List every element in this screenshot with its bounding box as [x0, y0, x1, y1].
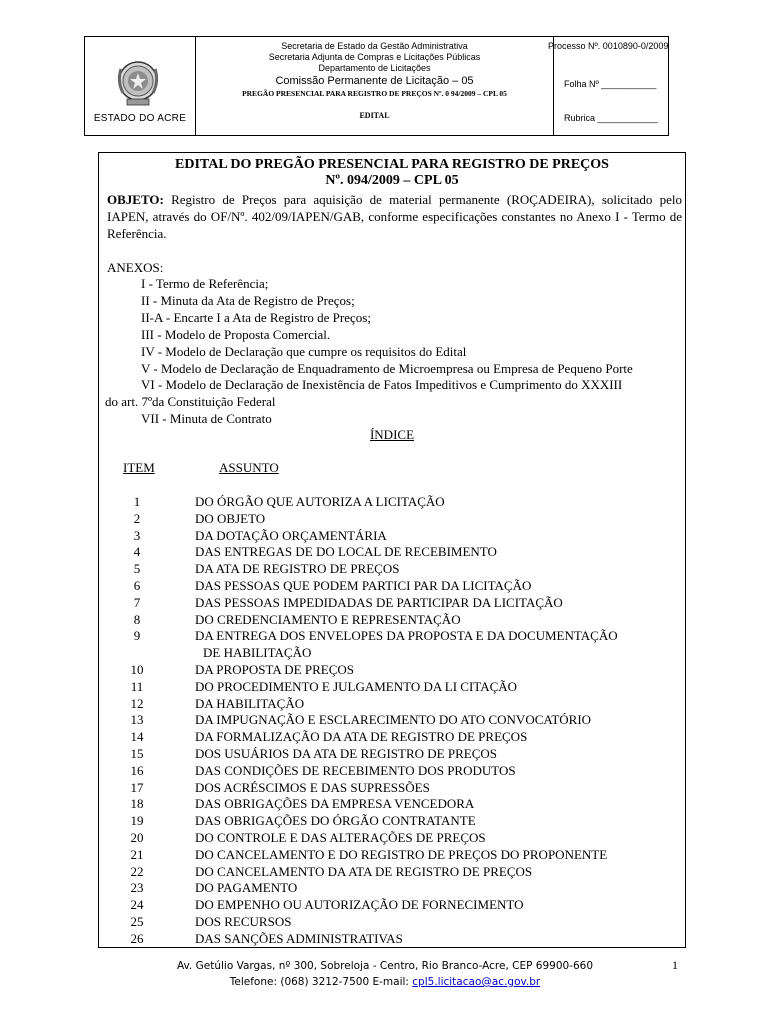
indice-row: [99, 627, 685, 644]
anexo-item: VII - Minuta de Contrato: [141, 411, 272, 426]
objeto-label: OBJETO:: [107, 192, 164, 207]
header-process-cell: [548, 37, 669, 135]
indice-item-number: 4: [133, 544, 141, 560]
indice-item-number: 26: [130, 930, 144, 946]
indice-item-number: 14: [130, 729, 144, 745]
indice-item-subject: DO CANCELAMENTO E DO REGISTRO DE PREÇOS DO PROPONENTE: [195, 846, 608, 862]
indice-row: [99, 762, 685, 779]
indice-item-subject: DAS OBRIGAÇÕES DA EMPRESA VENCEDORA: [195, 796, 475, 812]
indice-row: [99, 678, 685, 695]
estado-label: ESTADO DO ACRE: [93, 113, 187, 124]
indice-item-subject: DA PROPOSTA DE PREÇOS: [195, 662, 354, 677]
indice-row: [99, 795, 685, 812]
footer-email-link[interactable]: cpl5.licitacao@ac.gov.br: [412, 976, 541, 988]
indice-item-number: 5: [133, 561, 141, 577]
indice-item-number: 1: [133, 494, 141, 509]
indice-row: [99, 695, 685, 712]
indice-row: [99, 829, 685, 846]
indice-item-subject: DOS RECURSOS: [195, 914, 292, 929]
indice-item-subject: DO CREDENCIAMENTO E REPRESENTAÇÃO: [195, 611, 461, 627]
indice-item-number: 23: [130, 880, 144, 896]
indice-row: [99, 728, 685, 745]
edital-label: EDITAL: [359, 111, 390, 120]
indice-item-subject: DAS PESSOAS QUE PODEM PARTICI PAR DA LICITAÇÃO: [195, 578, 532, 593]
indice-row: [99, 930, 685, 947]
indice-item-number: 7: [133, 594, 141, 610]
indice-item-number: 18: [130, 796, 144, 812]
indice-row: [99, 611, 685, 628]
rubrica-field: Rubrica ____________: [564, 113, 658, 123]
indice-item-subject: DO CONTROLE E DAS ALTERAÇÕES DE PREÇOS: [195, 830, 486, 845]
footer-contact: [0, 974, 770, 990]
indice-row: [99, 863, 685, 880]
indice-item-subject: DA ENTREGA DOS ENVELOPES DA PROPOSTA E DA DOCUMENTAÇÃO: [195, 628, 618, 644]
indice-item-subject: DAS PESSOAS IMPEDIDADAS DE PARTICIPAR DA LICITAÇÃO: [195, 594, 563, 610]
footer-address: Av. Getúlio Vargas, nº 300, Sobreloja - Centro, Rio Branco-Acre, CEP 69900-660: [176, 960, 594, 972]
indice-item-number: 16: [130, 762, 144, 778]
indice-row: [99, 779, 685, 796]
document-header: [84, 36, 669, 136]
anexo-item: V - Modelo de Declaração de Enquadramento de Microempresa ou Empresa de Pequeno Porte: [141, 361, 633, 376]
indice-item-subject: DOS ACRÉSCIMOS E DAS SUPRESSÕES: [195, 779, 430, 795]
footer-phone: Telefone: (068) 3212-7500 E-mail:: [229, 976, 413, 988]
indice-item-number: 12: [130, 695, 144, 711]
indice-row: [99, 594, 685, 611]
indice-item-number: 25: [130, 914, 144, 929]
indice-row: [99, 879, 685, 896]
indice-item-number: 21: [130, 846, 144, 862]
indice-row: [99, 896, 685, 913]
indice-item-number: 3: [133, 527, 141, 543]
edital-number: Nº. 094/2009 – CPL 05: [325, 173, 459, 188]
indice-item-subject: DAS OBRIGAÇÕES DO ÓRGÃO CONTRATANTE: [195, 813, 476, 829]
indice-item-number: 22: [130, 863, 144, 879]
indice-item-number: 24: [130, 897, 144, 913]
indice-item-number: 13: [130, 712, 144, 728]
indice-row: [99, 493, 685, 510]
indice-item-subject: DA HABILITAÇÃO: [195, 695, 305, 711]
edital-title: EDITAL DO PREGÃO PRESENCIAL PARA REGISTRO DE PREÇOS: [175, 157, 609, 172]
objeto-text: Registro de Preços para aquisição de material permanente (ROÇADEIRA), solicitado pelo IAPEN, através do OF/Nº. 402/09/IAPEN/GAB, conforme especificações constantes no Anexo I - Termo de Referência.: [107, 192, 682, 241]
indice-item-subject: DAS CONDIÇÕES DE RECEBIMENTO DOS PRODUTOS: [195, 762, 516, 778]
indice-item-number: 10: [130, 662, 144, 677]
anexo-item: VI - Modelo de Declaração de Inexistência de Fatos Impeditivos e Cumprimento do XXXIII: [141, 377, 623, 392]
anexo-item-continuation: do art. 7ºda Constituição Federal: [105, 394, 276, 409]
indice-item-subject: DOS USUÁRIOS DA ATA DE REGISTRO DE PREÇOS: [195, 746, 497, 761]
objeto-paragraph: [107, 191, 682, 242]
indice-row: [99, 543, 685, 560]
departamento-line: Departamento de Licitações: [318, 63, 431, 73]
header-logo-cell: [85, 37, 196, 135]
anexo-item: II-A - Encarte I a Ata de Registro de Preços;: [141, 310, 371, 325]
indice-row: [99, 711, 685, 728]
acre-coat-of-arms-icon: [115, 55, 161, 113]
indice-item-number: 17: [130, 779, 144, 795]
indice-row: [99, 913, 685, 930]
indice-item-number: 11: [130, 678, 144, 694]
indice-item-subject: DO PAGAMENTO: [195, 880, 298, 896]
indice-item-subject: DO OBJETO: [195, 510, 266, 526]
indice-item-subject: DA ATA DE REGISTRO DE PREÇOS: [195, 561, 400, 577]
indice-item-subject: DAS ENTREGAS DE DO LOCAL DE RECEBIMENTO: [195, 544, 497, 560]
page-number: 1: [672, 958, 678, 972]
anexo-item: IV - Modelo de Declaração que cumpre os requisitos do Edital: [141, 344, 467, 359]
indice-row: [99, 644, 685, 661]
commission-line: Comissão Permanente de Licitação – 05: [275, 75, 474, 87]
indice-item-subject: DA DOTAÇÃO ORÇAMENTÁRIA: [195, 527, 387, 543]
indice-item-number: 8: [133, 611, 141, 627]
indice-heading: ÍNDICE: [369, 427, 415, 442]
indice-item-number: 19: [130, 813, 144, 829]
indice-item-number: 9: [133, 628, 141, 644]
indice-item-subject: DO PROCEDIMENTO E JULGAMENTO DA LI CITAÇÃO: [195, 678, 518, 694]
header-title-cell: [196, 37, 554, 135]
anexos-heading: ANEXOS:: [107, 260, 164, 275]
indice-item-subject: DE HABILITAÇÃO: [203, 645, 312, 661]
column-header-item: ITEM: [123, 460, 155, 475]
indice-item-subject: DA IMPUGNAÇÃO E ESCLARECIMENTO DO ATO CONVOCATÓRIO: [195, 712, 592, 728]
indice-row: [99, 560, 685, 577]
edital-main-box: [98, 152, 686, 948]
indice-item-number: 2: [133, 510, 141, 526]
column-header-assunto: ASSUNTO: [219, 460, 279, 475]
anexo-item: I - Termo de Referência;: [141, 276, 269, 291]
processo-number: Processo Nº. 0010890-0/2009: [548, 41, 669, 51]
secretaria-adjunta-line: Secretaria Adjunta de Compras e Licitações Públicas: [268, 52, 481, 62]
page-footer: [0, 958, 770, 990]
indice-row: [99, 577, 685, 594]
indice-item-number: 15: [130, 746, 144, 761]
folha-field: Folha Nº ___________: [564, 79, 657, 89]
indice-row: [99, 846, 685, 863]
indice-item-subject: DO ÓRGÃO QUE AUTORIZA A LICITAÇÃO: [195, 494, 445, 509]
indice-row: [99, 812, 685, 829]
indice-row: [99, 745, 685, 762]
indice-item-subject: DO EMPENHO OU AUTORIZAÇÃO DE FORNECIMENTO: [195, 897, 524, 913]
indice-row: [99, 527, 685, 544]
indice-item-subject: DAS SANÇÕES ADMINISTRATIVAS: [195, 930, 403, 946]
indice-item-subject: DA FORMALIZAÇÃO DA ATA DE REGISTRO DE PREÇOS: [195, 729, 528, 745]
indice-item-number: 6: [133, 578, 141, 593]
indice-row: [99, 510, 685, 527]
secretaria-line: Secretaria de Estado da Gestão Administrativa: [281, 41, 468, 51]
indice-item-number: 20: [130, 830, 144, 845]
anexo-item: III - Modelo de Proposta Comercial.: [141, 327, 331, 342]
anexo-item: II - Minuta da Ata de Registro de Preços;: [141, 293, 355, 308]
indice-item-subject: DO CANCELAMENTO DA ATA DE REGISTRO DE PREÇOS: [195, 863, 533, 879]
indice-row: [99, 661, 685, 678]
pregao-line: PREGÃO PRESENCIAL PARA REGISTRO DE PREÇOS Nº. 0 94/2009 – CPL 05: [242, 89, 507, 98]
